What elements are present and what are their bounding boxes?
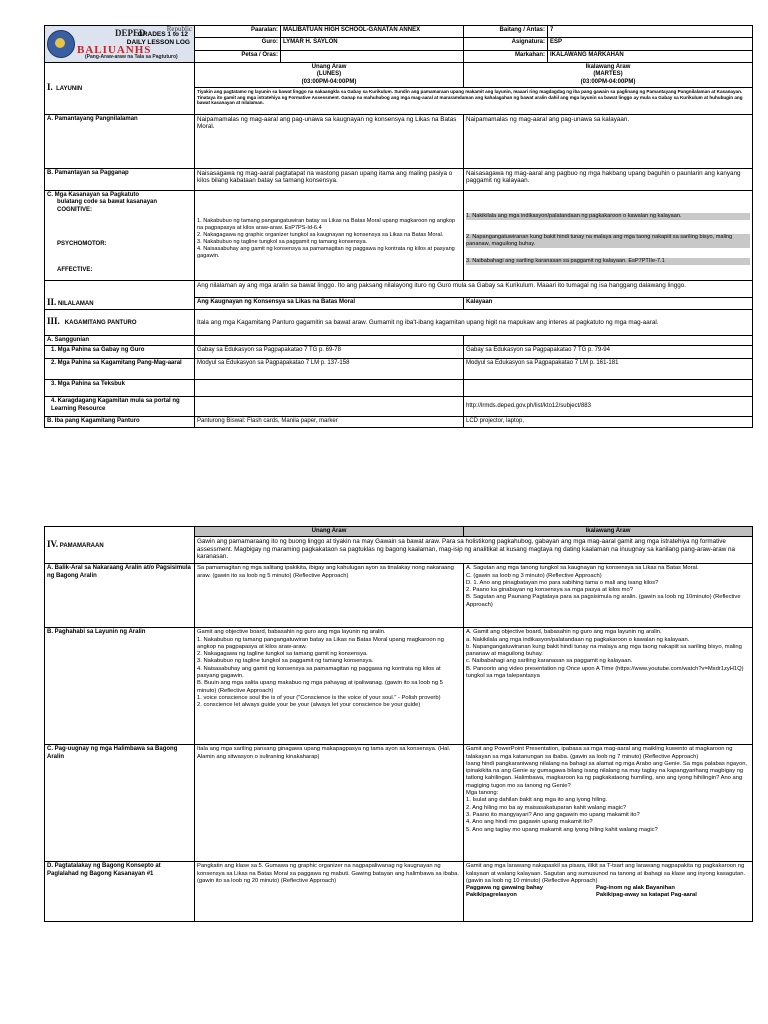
dll-table-part2 <box>44 526 753 922</box>
balik-aral-day1: Sa pamamagitan ng mga salitang ipakikita, ibigay ang kahulugan ayon sa tinalakay nong nakaraang araw. (gawin ito sa loob ng 5 minuto) (Reflective Approach) <box>195 564 464 628</box>
kagamitan-text: Itala ang mga Kagamitang Panturo gagamitin sa bawat araw. Gumamit ng iba't-ibang kagamitan upang higit na mapukaw ang interes at pagkatuto ng mga mag-aaral. <box>195 310 753 336</box>
day2-header: Ikalawang Araw (MARTES) (03:00PM-04:00PM) <box>464 63 753 88</box>
psychomotor-label: PSYCHOMOTOR: <box>57 241 107 247</box>
pagtatalakay-day2 <box>464 862 753 922</box>
baitang-value: 7 <box>548 26 753 38</box>
teksbuk-label: 3. Mga Pahina sa Teksbuk <box>45 380 195 397</box>
markahan-label: Markahan: <box>464 50 548 62</box>
kasanayan-sub: bulatang code sa bawat kasanayan <box>57 199 158 206</box>
paghahabi-day2: A. Gamit ang objective board, babasahin ng guro ang mga layunin ng aralin. a. Nakikilala ang mga indikasyon/palatandaan ng pagkakaroon o kawalan ng kalayaan. b. Napangangatuwiranan kung bakit hindi tunay na malaya ang mga taong nakapiit sa sariling bisyo, maling pananaw at maguilong buhay. c. Naibabahagi ang sariling karanasan sa paggamit ng kalayaan. B. Panoorin ang video presentation ng Once upon A Time (https://www.youtube.com/watch?v=Msdr1zyH1Q) tungkol sa mga talepantasya <box>464 628 753 745</box>
pamantayang-pangnilalaman-label: A. Pamantayang Pangnilalaman <box>45 115 195 169</box>
pamantayan-pagganap-label: B. Pamantayan sa Pagganap <box>45 169 195 191</box>
kagamitan-label-cell <box>45 310 195 336</box>
kagamitan-label: KAGAMITANG PANTURO <box>64 319 137 326</box>
pagtatalakay-day2-list-row1 <box>466 885 750 892</box>
layunin-text: Tiyakin ang pagtatamo ng layunin sa bawat linggo na nakaangkla sa Gabay sa Kurikulum. Sundin ang pamamaraan upang makamit ang layunin, maaari ring magdagdag ng iba pang gawain sa paglinang ng Pamantayang Pangnilalaman at Kasanayan. Tinataya ito gamit ang mga istratehiya ng Formative Assessment. Ganap na mahuhubog ang mga mag-aaral at mararamdaman ang kahalagahan ng bawat aralin dahil ang mga layunin sa bawat linggo ay mula sa Gabay sa Kurikulum at huhubugin ang bawat kasanayan at nilalaman. <box>195 88 753 115</box>
pamamaraan-text: Gawin ang pamamaraang ito ng buong linggo at tiyakin na may Gawain sa bawat araw. Para sa holistikong pagkahubog, gabayan ang mga mag-aaral gamit ang mga istratehiya ng formative assessment. Magbigay ng maraming pagkakataon sa pagtuklas ng bagong kaalaman, mag-isip ng analitikal at kusang magtaya ng dating kaalaman na inuugnay sa kanilang pang-araw-araw na karanasan. <box>195 537 753 564</box>
learning-resource-label: 4. Karagdagang Kagamitan mula sa portal ng Learning Resource <box>45 397 195 417</box>
asignatura-value: ESP <box>548 38 753 50</box>
deped-logo <box>45 26 194 62</box>
table2-day1-header: Unang Araw <box>195 527 464 537</box>
logo-subtitle: (Pang-Araw-araw na Tala sa Pagtuturo) <box>85 54 178 60</box>
layunin-label: LAYUNIN <box>56 85 83 92</box>
pamantayan-pagganap-day1: Naisasagawa ng mag-aaral pagtatapat na wastong pasan upang itama ang maling pasiya o kilos bilang kabataan batay sa tamang konsensya. <box>195 169 464 191</box>
logo-republic: Republic <box>166 25 192 33</box>
baitang-label: Baitang / Antas: <box>464 26 548 38</box>
asignatura-label: Asignatura: <box>464 38 548 50</box>
pamantayang-pangnilalaman-day2: Naipamamalas ng mag-aaral ang pag-unawa sa kalayaan. <box>464 115 753 169</box>
iba-pang-kagamitan-day2: LCD projector, laptop, <box>464 417 753 427</box>
table2-day2-header: Ikalawang Araw <box>464 527 753 537</box>
gabay-guro-day1: Gabay sa Edukasyon sa Pagpapakatao 7 TG p. 69-78 <box>195 346 464 359</box>
pag-uugnay-day2: Gamit ang PowerPoint Presentation, ipabasa sa mga mag-aaral ang maikling kuwento at magkaroon ng talakayan sa mga katanungan sa ibaba. (gawin sa loob ng 7 minuto) (Reflective Approach) Isang hindi pangkaraniwang nilalang na bahagi sa alamat ng mga Arabo ang Genie. Sa mga palabas ngayon, ipinakikita na ang Genie ay gumagawa bilang isang nilalang na may taglay na kapangyarihang magbigay ng tatlong kahilingan. Halimbawa, magkaroon ka ng pagkakataong humiling, ano ang iyong hihilingin? Ano ang magiging tugon mo sa tanong ng Genie? Mga tanong: 1. Isulat ang dahilan bakit ang mga ito ang iyong hiling. 2. Ang hiling mo ba ay maisasakatuparan kahit walang magic? 3. Paano ito mangyayari? Ano ang gagawin mo upang makamit ito? 4. Ano ang hindi mo gagawin upang makamit ito? 5. Ano ang taglay mo upang makamit ang iyong hiling kahit walang magic? <box>464 745 753 862</box>
sanggunian-label: A. Sanggunian <box>45 336 195 346</box>
pamamaraan-label: PAMAMARAAN <box>59 542 104 549</box>
nilalaman-day2: Kalayaan <box>464 298 753 310</box>
nilalaman-day1: Ang Kaugnayan ng Konsensya sa Likas na Batas Moral <box>195 298 464 310</box>
cognitive-label: COGNITIVE: <box>57 206 93 213</box>
pamantayang-pangnilalaman-day1: Naipamamalas ng mag-aaral ang pag-unawa sa kaugnayan ng konsensya ng Likas na Batas Moral. <box>195 115 464 169</box>
paaralan-label: Paaralan: <box>195 26 281 38</box>
deped-logo-cell <box>45 26 195 63</box>
nilalaman-note-spacer <box>45 281 195 298</box>
paghahabi-label: B. Paghahabi sa Layunin ng Aralin <box>45 628 195 745</box>
gabay-guro-day2: Gabay sa Edukasyon sa Pagpapakatao 7 TG p. 79-94 <box>464 346 753 359</box>
sanggunian-day1 <box>195 336 464 346</box>
pag-uugnay-day1: Itala ang mga sariling pansang ginagawa upang makapagpasya ng tama ayon sa konsensya. (Hal. Alamin ang sitwasyon o suliraning kinakaharap) <box>195 745 464 862</box>
pag-uugnay-label: C. Pag-uugnay ng mga Halimbawa sa Bagong Aralin <box>45 745 195 862</box>
kasanayan-day2-item2: 2. Napangangatuwiranan kung bakit hindi tunay na malaya ang mga taong nakapiit sa sariling bisyo, maling pananaw, maguilong buhay. <box>466 234 750 248</box>
teksbuk-day2 <box>464 380 753 397</box>
sanggunian-day2 <box>464 336 753 346</box>
dll-table-part1 <box>44 25 753 428</box>
guro-label: Guro: <box>195 38 281 50</box>
logo-red-text: BALIUANHS <box>77 44 152 56</box>
pamamaraan-num: IV. <box>47 538 59 549</box>
larawan-item: Pakikipag-away sa katapat Pag-aaral <box>596 892 697 899</box>
pagtatalakay-label: D. Pagtatalakay ng Bagong Konsepto at Paglalahad ng Bagong Kasanayan #1 <box>45 862 195 922</box>
petsa-value <box>281 50 464 62</box>
larawan-item: Pakikipagrelasyon <box>466 892 517 899</box>
iba-pang-kagamitan-label: B. Iba pang Kagamitang Panturo <box>45 417 195 427</box>
pamantayan-pagganap-day2: Naisasagawa ng mag-aaral ang pagbuo ng mga hakbang upang baguhin o paunlarin ang kanyang paggamit ng kalayaan. <box>464 169 753 191</box>
nilalaman-note: Ang nilalaman ay ang mga aralin sa bawat linggo. Ito ang paksang nilalayong ituro ng Guro mula sa Gabay sa Kurikulum. Maaari ito tumagal ng isa hanggang dalawang linggo. <box>195 281 753 298</box>
balik-aral-label: A. Balik-Aral sa Nakaraang Aralin at/o Pagsisimula ng Bagong Aralin <box>45 564 195 628</box>
markahan-value: IKALAWANG MARKAHAN <box>548 50 753 62</box>
logo-dept: DEPED <box>115 28 146 38</box>
affective-label: AFFECTIVE: <box>57 267 93 273</box>
nilalaman-label-cell <box>45 298 195 310</box>
pamamaraan-label-cell <box>45 527 195 564</box>
pagtatalakay-day2-list-row2 <box>466 892 750 899</box>
kasanayan-day2-item1: 1. Nakikilala ang mga indikasyon/palatandaan ng pagkakaroon o kawalan ng kalayaan. <box>466 213 750 220</box>
paghahabi-day1: Gamit ang objective board, babasahin ng guro ang mga layunin ng aralin. 1. Nakabubuo ng tamang pangangatuwiran batay sa Likas na Batas Moral upang magkaroon ng angkop na pagpapasya at kilos araw-araw. 2. Nakagagawa ng tagline tungkol sa tamang gamit ng konsensya. 3. Nakabubuo ng tagline tungkol sa paggamit ng tamang konsensya. 4. Naisasabuhay ang gamit ng konsensya sa pamamagitan ng paggawa ng kontrata ng kilos at pasyang gagawin. B. Buuin ang mga salita upang makabuo ng mga pahayag at ipaliwanag. (gawin ito sa loob ng 5 minuto) (Reflective Approach) 1. voice conscience soul the is of your ("Conscience is the voice of your soul." - Polish proverb) 2. conscience let always guide your be your (always let your conscience be your guide) <box>195 628 464 745</box>
larawan-item: Pag-inom ng alak Bayanihan <box>596 885 675 892</box>
kagamitang-pang-mag-aaral-day2: Modyul sa Edukasyon sa Pagpapakatao 7 LM p. 161-181 <box>464 359 753 380</box>
gabay-guro-label: 1. Mga Pahina sa Gabay ng Guro <box>45 346 195 359</box>
iba-pang-kagamitan-day1: Panturong Biswal: Flash cards, Manila paper, marker <box>195 417 464 427</box>
kasanayan-label: C. Mga Kasanayan sa Pagkatuto <box>47 192 140 198</box>
day1-header: Unang Araw (LUNES) (03:00PM-04:00PM) <box>195 63 464 88</box>
paaralan-value: MALIBATUAN HIGH SCHOOL-GANATAN ANNEX <box>281 26 464 38</box>
kagamitang-pang-mag-aaral-day1: Modyul sa Edukasyon sa Pagpapakatao 7 LM p. 137-158 <box>195 359 464 380</box>
learning-resource-day1 <box>195 397 464 417</box>
deped-seal-icon <box>47 30 75 58</box>
kasanayan-label-cell <box>45 191 195 281</box>
petsa-label: Petsa / Oras: <box>195 50 281 62</box>
pagtatalakay-day1: Pangkatin ang klase sa 5. Gumawa ng graphic organizer na nagpapaliwanag ng kaugnayan ng konsensya sa Likas na Batas Moral sa paggawa ng mabuti. Gawing batayan ang halimbawa sa ibaba. (gawin ito sa loob ng 20 minuto) (Reflective Approach) <box>195 862 464 922</box>
learning-resource-day2: http://lrmds.deped.gov.ph/list/kto12/subject/883 <box>464 397 753 417</box>
layunin-label-cell <box>45 63 195 115</box>
larawan-item: Paggawa ng gawaing bahay <box>466 885 543 892</box>
layunin-num: I. <box>47 81 53 92</box>
logo-dll: DAILY LESSON LOG <box>126 39 190 46</box>
kasanayan-day1: 1. Nakabubuo ng tamang pangangatuwiran batay sa Likas na Batas Moral upang magkaroon ng angkop na pagpapasya at kilos araw-araw. EsP7PS-Id-6.4 2. Nakagagawa ng graphic organizer tungkol sa kaugnayan ng konsensya sa Likas na Batas Moral. 3. Nakabubuo ng tagline tungkol sa paggamit ng tamang konsensya. 4. Naisasabuhay ang gamit ng konsensya sa pamamagitan ng paggawa ng kontrata ng kilos at pasyang gagawin. <box>195 191 464 281</box>
guro-value: LYMAR H. SAYLON <box>281 38 464 50</box>
nilalaman-num: II. <box>47 297 57 307</box>
kagamitang-pang-mag-aaral-label: 2. Mga Pahina sa Kagamitang Pang-Mag-aaral <box>45 359 195 380</box>
kasanayan-day2-item3: 3. Naibabahagi ang sariling karanasan sa paggamit ng kalayaan. EsP7PTIIe-7.1 <box>466 258 750 265</box>
pagtatalakay-day2-text: Gamit ang mga larawang nakapaskil sa pisara, ilikit sa T-tsart ang larawang nagpapakita ng pagkakaroon ng kalayaan at walang kalayaan. Sagutan ang sumusunod na tanong at ibahagi sa klase ang inyong kasagutan. (gawin sa loob ng 10 minuto) (Reflective Approach) <box>466 863 746 884</box>
logo-grades: GRADES 1 to 12 <box>137 31 188 38</box>
kagamitan-num: III. <box>47 315 60 326</box>
balik-aral-day2: A. Sagutan ang mga tanong tungkol sa kaugnayan ng konsensya sa Likas na Batas Moral. C. (gawin sa loob ng 3 minuto) (Reflective Approach) D. 1. Ano ang pinagbatayan mo para sabihing tama o mali ang isang kilos? 2. Paano ka ginabayan ng konsensya sa mga pasya at kilos mo? B. Sagutan ang Paunang Pagtataya para sa pagsisimula ng aralin. (gawin sa loob ng 10minuto) (Reflective Approach) <box>464 564 753 628</box>
nilalaman-label: NILALAMAN <box>57 300 94 307</box>
kasanayan-day2 <box>464 191 753 281</box>
teksbuk-day1 <box>195 380 464 397</box>
